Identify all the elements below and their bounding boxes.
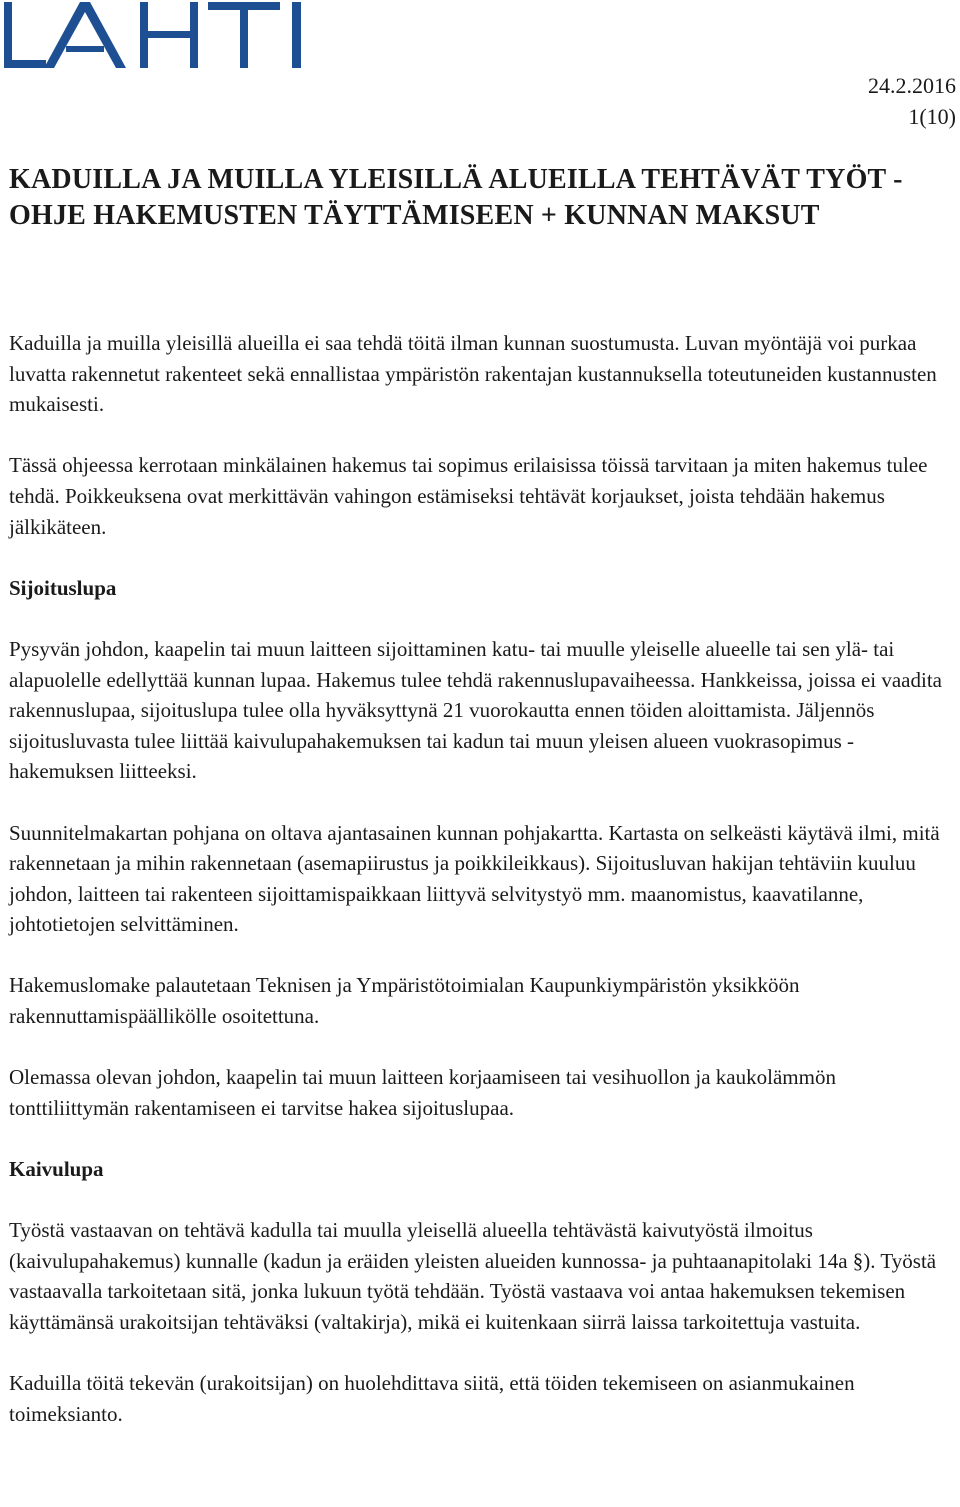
kaivulupa-paragraph-2: Kaduilla töitä tekevän (urakoitsijan) on huolehdittava siitä, että töiden tekemiseen on asianmukainen toimeksianto.: [9, 1371, 855, 1426]
page-number: 1(10): [908, 104, 956, 129]
sijoituslupa-paragraph-1: Pysyvän johdon, kaapelin tai muun laitteen sijoittaminen katu- tai muulle yleiselle alueelle tai sen ylä- tai alapuolelle edellyttää kunnan lupaa. Hakemus tulee tehdä rakennuslupavaiheessa. Hankkeissa, joissa ei vaadita rakennuslupaa, sijoituslupa tulee olla hyväksyttynä 21 vuorokautta ennen töiden aloittamista. Jäljennös sijoitusluvasta tulee liittää kaivulupahakemuksen tai kadun tai muun yleisen alueen vuokrasopimus -hakemuksen liitteeksi.: [9, 636, 942, 784]
intro-paragraph-2: Tässä ohjeessa kerrotaan minkälainen hakemus tai sopimus erilaisissa töissä tarvitaan ja miten hakemus tulee tehdä. Poikkeuksena ovat merkittävän vahingon estämiseksi tehtävät korjaukset, joista tehdään hakemus jälkikäteen.: [9, 453, 928, 539]
section-heading-kaivulupa: Kaivulupa: [9, 1157, 104, 1182]
sijoituslupa-paragraph-2: Suunnitelmakartan pohjana on oltava ajantasainen kunnan pohjakartta. Kartasta on selkeästi käytävä ilmi, mitä rakennetaan ja mihin rakennetaan (asemapiirustus ja poikkileikkaus). Sijoitusluvan hakijan tehtäviin kuuluu johdon, laitteen tai rakenteen sijoittamispaikkaan liittyvä selvitystyö mm. maanomistus, kaavatilanne, johtotietojen selvittäminen.: [9, 820, 940, 937]
sijoituslupa-paragraph-4: Olemassa olevan johdon, kaapelin tai muun laitteen korjaamiseen tai vesihuollon ja kaukolämmön tonttiliittymän rakentamiseen ei tarvitse hakea sijoituslupaa.: [9, 1065, 836, 1120]
document-body: [9, 328, 957, 1460]
document-meta: [868, 70, 956, 132]
section-heading-sijoituslupa: Sijoituslupa: [9, 575, 117, 600]
document-title: KADUILLA JA MUILLA YLEISILLÄ ALUEILLA TEHTÄVÄT TYÖT - OHJE HAKEMUSTEN TÄYTTÄMISEEN + KUNNAN MAKSUT: [9, 164, 903, 231]
sijoituslupa-paragraph-3: Hakemuslomake palautetaan Teknisen ja Ympäristötoimialan Kaupunkiympäristön yksikköön rakennuttamispäällikölle osoitettuna.: [9, 973, 800, 1029]
document-date: 24.2.2016: [868, 73, 956, 98]
lahti-logo: [4, 0, 304, 72]
kaivulupa-paragraph-1: Työstä vastaavan on tehtävä kadulla tai muulla yleisellä alueella tehtävästä kaivutyöstä ilmoitus (kaivulupahakemus) kunnalle (kadun ja eräiden yleisten alueiden kunnossa- ja puhtaanapitolaki 14a §). Työstä vastaavalla tarkoitetaan sitä, jonka lukuun työtä tehdään. Työstä vastaava voi antaa hakemuksen tekemisen käyttämänsä urakoitsijan tehtäväksi (valtakirja), mikä ei kuitenkaan siirrä laissa tarkoitettuja vastuita.: [9, 1218, 937, 1334]
intro-paragraph-1: Kaduilla ja muilla yleisillä alueilla ei saa tehdä töitä ilman kunnan suostumusta. Luvan myöntäjä voi purkaa luvatta rakennetut rakenteet sekä ennallistaa ympäristön rakentajan kustannuksella toteutuneiden kustannusten mukaisesti.: [9, 331, 937, 417]
